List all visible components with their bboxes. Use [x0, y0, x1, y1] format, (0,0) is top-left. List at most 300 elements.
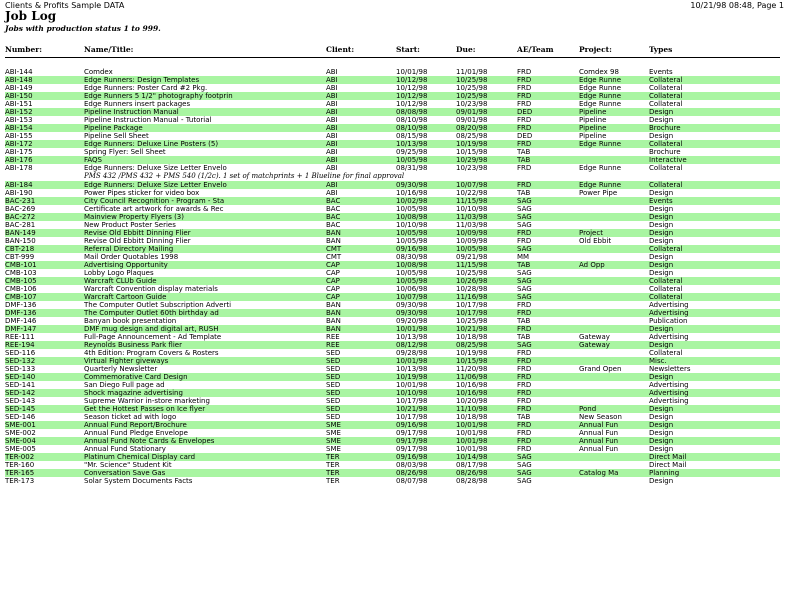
job-number: BAC-231 — [5, 197, 36, 205]
job-ae-team: FRD — [517, 124, 532, 132]
job-ae-team: SAG — [517, 285, 532, 293]
job-ae-team: TAB — [517, 189, 531, 197]
job-due: 08/17/98 — [456, 461, 488, 469]
job-title: Edge Runners: Poster Card #2 Pkg. — [84, 84, 208, 92]
table-row — [0, 421, 792, 429]
job-due: 10/16/98 — [456, 389, 488, 397]
job-client: BAC — [326, 213, 341, 221]
job-client: SME — [326, 421, 341, 429]
job-due: 09/21/98 — [456, 253, 488, 261]
job-type: Design — [649, 437, 674, 445]
job-type: Design — [649, 341, 674, 349]
job-ae-team: FRD — [517, 76, 532, 84]
table-row — [0, 317, 792, 325]
job-project: Pipeline — [579, 108, 607, 116]
job-type: Design — [649, 116, 674, 124]
job-type: Design — [649, 221, 674, 229]
job-due: 08/28/98 — [456, 477, 488, 485]
job-number: CBT-999 — [5, 253, 35, 261]
job-start: 10/12/98 — [396, 84, 428, 92]
table-row — [0, 205, 792, 213]
job-start: 09/30/98 — [396, 309, 428, 317]
job-type: Advertising — [649, 389, 689, 397]
job-project: Annual Fun — [579, 437, 619, 445]
job-number: ABI-176 — [5, 156, 33, 164]
job-title: Pipeline Instruction Manual - Tutorial — [84, 116, 212, 124]
job-due: 11/06/98 — [456, 373, 488, 381]
job-start: 08/30/98 — [396, 253, 428, 261]
job-ae-team: FRD — [517, 365, 532, 373]
table-row — [0, 277, 792, 285]
job-number: REE-194 — [5, 341, 35, 349]
job-number: SED-132 — [5, 357, 36, 365]
job-ae-team: TAB — [517, 148, 531, 156]
job-type: Design — [649, 205, 674, 213]
job-type: Design — [649, 189, 674, 197]
job-client: SED — [326, 405, 341, 413]
job-start: 09/17/98 — [396, 445, 428, 453]
job-note-row — [0, 172, 792, 181]
job-client: SED — [326, 413, 341, 421]
table-row — [0, 237, 792, 245]
job-type: Advertising — [649, 309, 689, 317]
job-start: 09/17/98 — [396, 429, 428, 437]
job-ae-team: TAB — [517, 413, 531, 421]
job-project: Pipeline — [579, 116, 607, 124]
job-ae-team: FRD — [517, 357, 532, 365]
job-project: Pond — [579, 405, 597, 413]
job-start: 10/05/98 — [396, 229, 428, 237]
col-start: Start: — [396, 45, 420, 54]
job-client: SED — [326, 357, 341, 365]
job-ae-team: DED — [517, 132, 533, 140]
job-project: Edge Runne — [579, 84, 622, 92]
job-project: Gateway — [579, 341, 610, 349]
job-number: SED-140 — [5, 373, 36, 381]
job-client: ABI — [326, 156, 338, 164]
job-ae-team: FRD — [517, 421, 532, 429]
job-number: ABI-190 — [5, 189, 33, 197]
job-type: Design — [649, 445, 674, 453]
job-start: 10/08/98 — [396, 213, 428, 221]
job-client: SED — [326, 397, 341, 405]
job-client: REE — [326, 341, 340, 349]
job-due: 08/20/98 — [456, 124, 488, 132]
job-ae-team: FRD — [517, 68, 532, 76]
table-row — [0, 429, 792, 437]
job-type: Collateral — [649, 76, 683, 84]
job-start: 09/16/98 — [396, 453, 428, 461]
job-number: ABI-149 — [5, 84, 33, 92]
job-client: ABI — [326, 148, 338, 156]
job-title: Season ticket ad with logo — [84, 413, 177, 421]
job-type: Collateral — [649, 277, 683, 285]
job-ae-team: FRD — [517, 405, 532, 413]
job-client: BAN — [326, 309, 341, 317]
job-title: Pipeline Sell Sheet — [84, 132, 149, 140]
table-row — [0, 445, 792, 453]
table-row — [0, 84, 792, 92]
job-start: 10/13/98 — [396, 333, 428, 341]
job-number: SME-005 — [5, 445, 36, 453]
job-client: REE — [326, 333, 340, 341]
job-number: ABI-152 — [5, 108, 33, 116]
table-row — [0, 148, 792, 156]
job-client: SED — [326, 373, 341, 381]
job-number: ABI-184 — [5, 181, 33, 189]
job-ae-team: FRD — [517, 381, 532, 389]
job-type: Events — [649, 68, 673, 76]
job-ae-team: FRD — [517, 445, 532, 453]
job-title: Reynolds Business Park flier — [84, 341, 182, 349]
col-ae-team: AE/Team — [517, 45, 554, 54]
job-number: SED-143 — [5, 397, 36, 405]
header-rule — [5, 57, 780, 58]
job-due: 10/09/98 — [456, 237, 488, 245]
job-number: TER-165 — [5, 469, 35, 477]
job-title: Warcraft CLUb Guide — [84, 277, 157, 285]
job-client: BAN — [326, 229, 341, 237]
job-type: Design — [649, 373, 674, 381]
job-type: Advertising — [649, 333, 689, 341]
job-title: 4th Edition: Program Covers & Rosters — [84, 349, 219, 357]
job-due: 10/25/98 — [456, 92, 488, 100]
job-type: Design — [649, 429, 674, 437]
job-title: Revise Old Ebbitt Dinning Flier — [84, 237, 191, 245]
job-type: Interactive — [649, 156, 687, 164]
job-number: ABI-154 — [5, 124, 33, 132]
job-type: Collateral — [649, 181, 683, 189]
job-due: 10/01/98 — [456, 437, 488, 445]
table-row — [0, 365, 792, 373]
job-type: Design — [649, 405, 674, 413]
job-ae-team: FRD — [517, 397, 532, 405]
job-client: BAC — [326, 221, 341, 229]
job-ae-team: DED — [517, 108, 533, 116]
job-due: 09/01/98 — [456, 108, 488, 116]
col-types: Types — [649, 45, 673, 54]
table-row — [0, 397, 792, 405]
job-project: Edge Runne — [579, 140, 622, 148]
job-start: 09/30/98 — [396, 301, 428, 309]
job-project: Edge Runne — [579, 100, 622, 108]
job-ae-team: SAG — [517, 197, 532, 205]
job-due: 10/05/98 — [456, 245, 488, 253]
job-start: 10/17/98 — [396, 413, 428, 421]
job-ae-team: SAG — [517, 205, 532, 213]
job-number: DMF-136 — [5, 309, 37, 317]
job-title: Mail Order Quotables 1998 — [84, 253, 179, 261]
job-client: CAP — [326, 293, 340, 301]
job-title: San Diego Full page ad — [84, 381, 165, 389]
job-title: Lobby Logo Plaques — [84, 269, 154, 277]
job-number: CMB-107 — [5, 293, 37, 301]
table-row — [0, 156, 792, 164]
job-start: 09/28/98 — [396, 349, 428, 357]
job-note: PMS 432 /PMS 432 + PMS 540 (1/2c). 1 set of matchprints + 1 Blueline for final approval — [84, 172, 405, 180]
job-title: Annual Fund Stationary — [84, 445, 166, 453]
job-start: 10/12/98 — [396, 76, 428, 84]
job-number: CBT-218 — [5, 245, 35, 253]
table-row — [0, 108, 792, 116]
table-row — [0, 116, 792, 124]
job-ae-team: TAB — [517, 156, 531, 164]
table-row — [0, 100, 792, 108]
table-row — [0, 140, 792, 148]
job-ae-team: FRD — [517, 389, 532, 397]
job-title: Edge Runners: Design Templates — [84, 76, 200, 84]
table-row — [0, 285, 792, 293]
job-ae-team: FRD — [517, 437, 532, 445]
job-type: Publication — [649, 317, 688, 325]
job-title: Annual Fund Pledge Envelope — [84, 429, 188, 437]
job-start: 10/17/98 — [396, 397, 428, 405]
job-start: 10/16/98 — [396, 189, 428, 197]
job-start: 08/08/98 — [396, 108, 428, 116]
report-header-date-page: 10/21/98 08:48, Page 1 — [690, 1, 784, 10]
job-due: 10/15/98 — [456, 148, 488, 156]
job-start: 09/25/98 — [396, 148, 428, 156]
job-title: Certificate art artwork for awards & Rec — [84, 205, 224, 213]
job-title: Banyan book presentation — [84, 317, 177, 325]
table-row — [0, 76, 792, 84]
job-start: 10/05/98 — [396, 277, 428, 285]
job-project: Catalog Ma — [579, 469, 619, 477]
job-title: Power Pipes sticker for video box — [84, 189, 200, 197]
job-client: ABI — [326, 181, 338, 189]
job-type: Brochure — [649, 124, 681, 132]
job-due: 08/26/98 — [456, 469, 488, 477]
job-start: 10/05/98 — [396, 269, 428, 277]
job-type: Direct Mail — [649, 461, 687, 469]
job-number: BAC-281 — [5, 221, 36, 229]
job-number: DMF-136 — [5, 301, 37, 309]
job-client: CAP — [326, 277, 340, 285]
table-row — [0, 405, 792, 413]
job-type: Design — [649, 477, 674, 485]
table-row — [0, 301, 792, 309]
job-client: ABI — [326, 124, 338, 132]
job-start: 10/19/98 — [396, 373, 428, 381]
col-number: Number: — [5, 45, 42, 54]
job-ae-team: FRD — [517, 237, 532, 245]
table-row — [0, 293, 792, 301]
job-client: ABI — [326, 76, 338, 84]
job-start: 09/30/98 — [396, 181, 428, 189]
job-ae-team: TAB — [517, 317, 531, 325]
job-ae-team: FRD — [517, 140, 532, 148]
job-title: Edge Runners: Deluxe Size Letter Envelo — [84, 164, 227, 172]
job-number: ABI-175 — [5, 148, 33, 156]
job-project: Old Ebbit — [579, 237, 612, 245]
job-client: ABI — [326, 92, 338, 100]
job-due: 10/25/98 — [456, 317, 488, 325]
job-title: "Mr. Science" Student Kit — [84, 461, 172, 469]
job-client: ABI — [326, 140, 338, 148]
job-project: Annual Fun — [579, 421, 619, 429]
job-start: 09/16/98 — [396, 245, 428, 253]
job-type: Collateral — [649, 245, 683, 253]
job-type: Collateral — [649, 140, 683, 148]
table-row — [0, 381, 792, 389]
table-row — [0, 333, 792, 341]
job-start: 09/17/98 — [396, 437, 428, 445]
job-client: TER — [326, 453, 340, 461]
job-due: 11/03/98 — [456, 213, 488, 221]
job-start: 08/10/98 — [396, 116, 428, 124]
job-type: Brochure — [649, 148, 681, 156]
table-row — [0, 325, 792, 333]
job-due: 10/18/98 — [456, 413, 488, 421]
job-type: Planning — [649, 469, 680, 477]
job-ae-team: FRD — [517, 373, 532, 381]
job-start: 10/10/98 — [396, 389, 428, 397]
job-title: Solar System Documents Facts — [84, 477, 193, 485]
job-ae-team: SAG — [517, 453, 532, 461]
job-start: 09/20/98 — [396, 317, 428, 325]
job-due: 11/15/98 — [456, 261, 488, 269]
job-title: Comdex — [84, 68, 113, 76]
job-client: BAC — [326, 197, 341, 205]
job-number: ABI-150 — [5, 92, 33, 100]
job-number: CMB-105 — [5, 277, 37, 285]
job-title: Revise Old Ebbitt Dinning Flier — [84, 229, 191, 237]
job-number: ABI-144 — [5, 68, 33, 76]
job-due: 11/10/98 — [456, 405, 488, 413]
job-title: Quarterly Newsletter — [84, 365, 158, 373]
col-project: Project: — [579, 45, 612, 54]
job-start: 10/05/98 — [396, 156, 428, 164]
job-start: 10/02/98 — [396, 197, 428, 205]
job-client: ABI — [326, 84, 338, 92]
job-start: 10/21/98 — [396, 405, 428, 413]
job-due: 11/16/98 — [456, 293, 488, 301]
table-row — [0, 461, 792, 469]
job-project: Pipeline — [579, 124, 607, 132]
job-client: SME — [326, 437, 341, 445]
job-ae-team: FRD — [517, 229, 532, 237]
job-number: BAN-150 — [5, 237, 36, 245]
job-table — [0, 68, 792, 485]
job-title: Annual Fund Report/Brochure — [84, 421, 187, 429]
job-client: ABI — [326, 189, 338, 197]
job-ae-team: SAG — [517, 277, 532, 285]
job-title: Edge Runners: Deluxe Line Posters (5) — [84, 140, 219, 148]
job-ae-team: SAG — [517, 461, 532, 469]
job-number: DMF-146 — [5, 317, 37, 325]
job-ae-team: FRD — [517, 84, 532, 92]
job-title: Spring Flyer: Sell Sheet — [84, 148, 166, 156]
job-ae-team: SAG — [517, 221, 532, 229]
job-ae-team: TAB — [517, 261, 531, 269]
job-type: Design — [649, 108, 674, 116]
report-title: Job Log — [5, 9, 57, 23]
job-due: 10/23/98 — [456, 164, 488, 172]
table-row — [0, 477, 792, 485]
table-row — [0, 413, 792, 421]
job-start: 08/15/98 — [396, 132, 428, 140]
job-type: Design — [649, 237, 674, 245]
job-start: 10/12/98 — [396, 92, 428, 100]
job-number: BAC-269 — [5, 205, 36, 213]
table-row — [0, 253, 792, 261]
job-client: TER — [326, 461, 340, 469]
job-title: Pipeline Instruction Manual — [84, 108, 179, 116]
job-project: Annual Fun — [579, 429, 619, 437]
job-project: Edge Runne — [579, 164, 622, 172]
table-row — [0, 213, 792, 221]
job-start: 10/01/98 — [396, 357, 428, 365]
job-title: Full-Page Announcement - Ad Template — [84, 333, 222, 341]
job-title: Conversation Save Gas — [84, 469, 166, 477]
job-due: 10/01/98 — [456, 421, 488, 429]
job-client: BAN — [326, 237, 341, 245]
job-type: Design — [649, 253, 674, 261]
column-headers — [0, 45, 792, 55]
job-ae-team: FRD — [517, 100, 532, 108]
job-number: SED-141 — [5, 381, 36, 389]
job-number: DMF-147 — [5, 325, 37, 333]
job-type: Collateral — [649, 349, 683, 357]
job-type: Collateral — [649, 293, 683, 301]
job-type: Advertising — [649, 301, 689, 309]
job-client: SME — [326, 429, 341, 437]
job-title: Supreme Warrior in-store marketing — [84, 397, 210, 405]
job-start: 08/31/98 — [396, 164, 428, 172]
table-row — [0, 469, 792, 477]
job-project: Project — [579, 229, 603, 237]
job-title: Warcraft Convention display materials — [84, 285, 218, 293]
job-client: BAC — [326, 205, 341, 213]
job-ae-team: TAB — [517, 333, 531, 341]
job-number: SED-133 — [5, 365, 36, 373]
job-number: SED-146 — [5, 413, 36, 421]
job-ae-team: SAG — [517, 213, 532, 221]
job-number: CMB-103 — [5, 269, 37, 277]
job-start: 10/06/98 — [396, 285, 428, 293]
job-due: 10/17/98 — [456, 301, 488, 309]
job-start: 10/01/98 — [396, 381, 428, 389]
job-due: 10/15/98 — [456, 357, 488, 365]
job-number: ABI-151 — [5, 100, 33, 108]
col-client: Client: — [326, 45, 355, 54]
job-due: 10/22/98 — [456, 189, 488, 197]
job-due: 10/16/98 — [456, 381, 488, 389]
table-row — [0, 349, 792, 357]
job-client: ABI — [326, 100, 338, 108]
job-start: 10/07/98 — [396, 293, 428, 301]
job-due: 10/20/98 — [456, 397, 488, 405]
job-due: 10/19/98 — [456, 349, 488, 357]
job-title: Edge Runners 5 1/2" photography footprin — [84, 92, 233, 100]
job-ae-team: FRD — [517, 349, 532, 357]
job-due: 10/25/98 — [456, 269, 488, 277]
job-ae-team: SAG — [517, 477, 532, 485]
job-title: Virtual Fighter giveways — [84, 357, 169, 365]
job-number: CMB-101 — [5, 261, 37, 269]
job-due: 10/23/98 — [456, 100, 488, 108]
table-row — [0, 92, 792, 100]
job-number: CMB-106 — [5, 285, 37, 293]
job-title: Annual Fund Note Cards & Envelopes — [84, 437, 215, 445]
job-project: Grand Open — [579, 365, 622, 373]
job-type: Collateral — [649, 164, 683, 172]
job-due: 10/25/98 — [456, 84, 488, 92]
job-type: Design — [649, 132, 674, 140]
table-row — [0, 309, 792, 317]
col-due: Due: — [456, 45, 476, 54]
table-row — [0, 341, 792, 349]
